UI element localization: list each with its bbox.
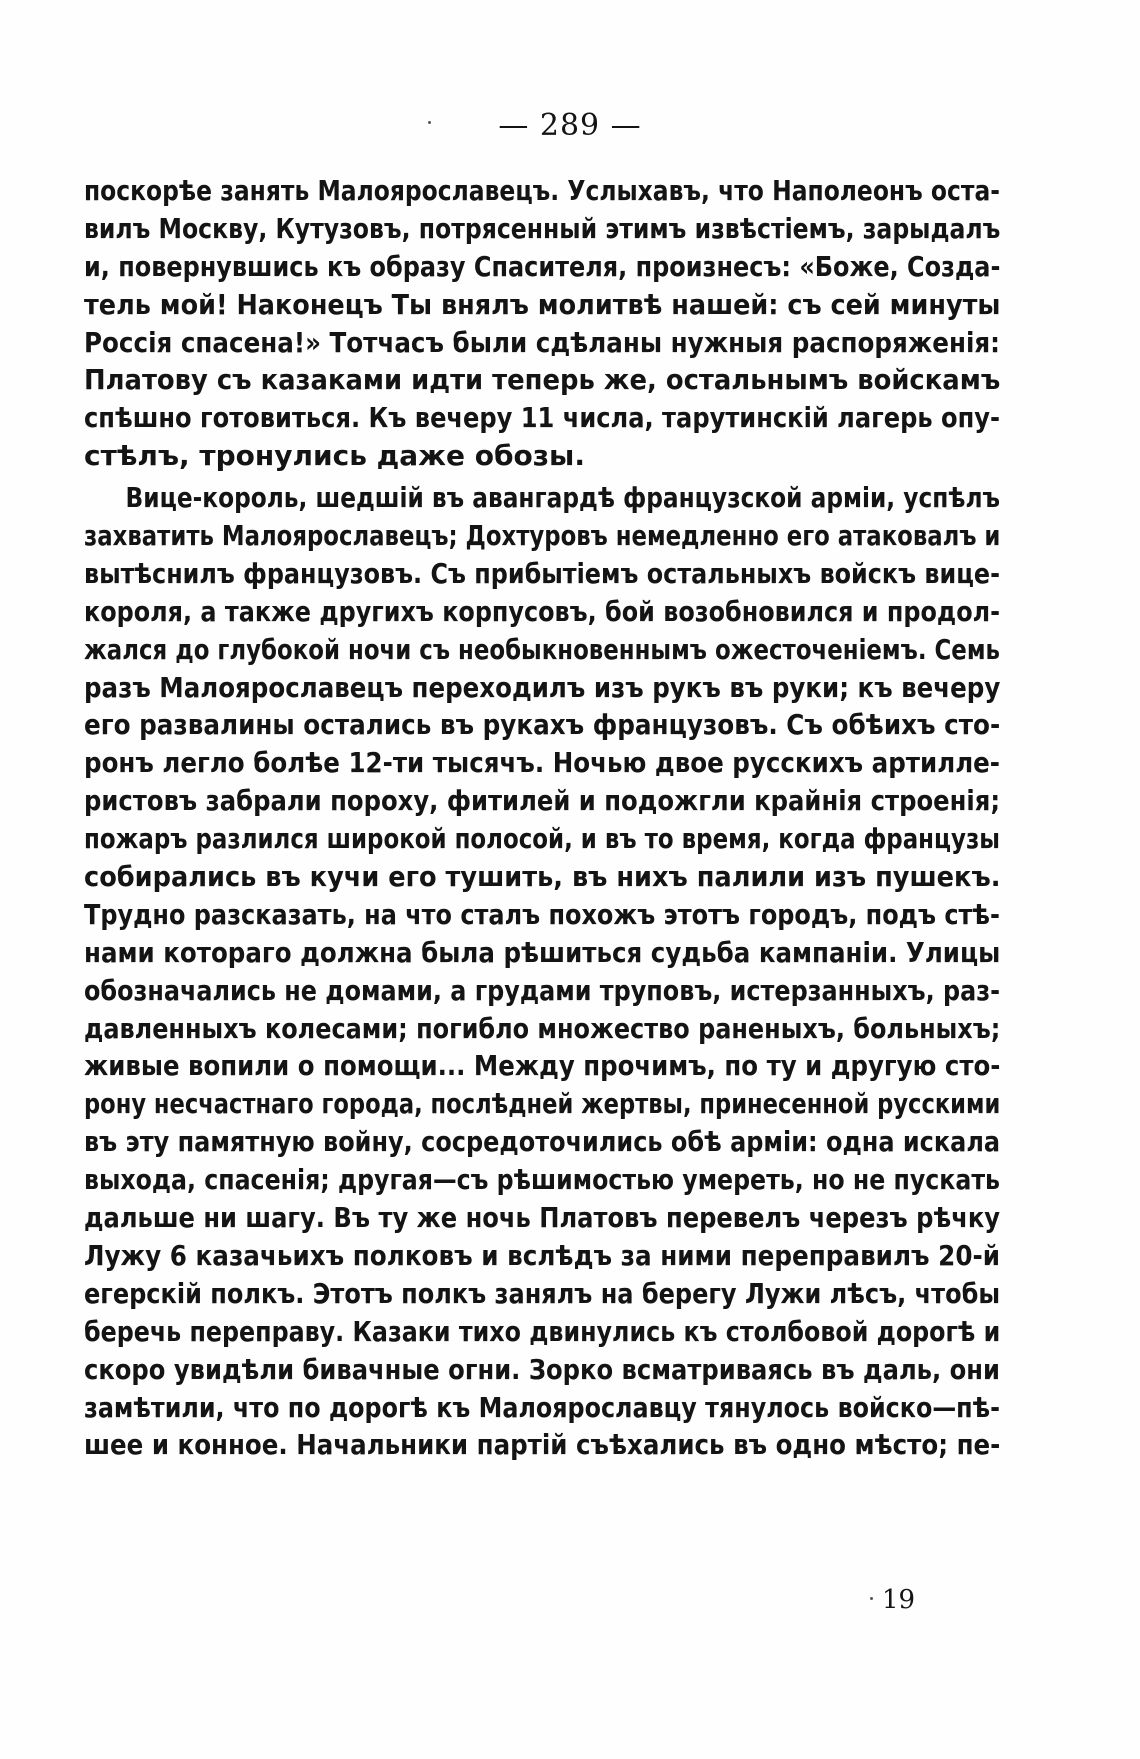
- text-line: нами котораго должна была рѣшиться судьба кампаніи. Улицы: [84, 935, 1001, 969]
- text-line: ристовъ забрали пороху, фитилей и подожгли крайнія строенія;: [84, 784, 1001, 818]
- print-speck: [428, 121, 431, 124]
- text-line: шее и конное. Начальники партій съѣхались въ одно мѣсто; пе-: [84, 1428, 1001, 1462]
- text-line: тель мой! Наконецъ Ты внялъ молитвѣ нашей: съ сей минуты: [84, 287, 1001, 321]
- text-line: разъ Малоярославецъ переходилъ изъ рукъ въ руки; къ вечеру: [84, 670, 1001, 704]
- text-line: выхода, спасенія; другая—съ рѣшимостью умереть, но не пускать: [84, 1163, 1000, 1197]
- text-line: Вице-король, шедшій въ авангардѣ французской арміи, успѣлъ: [125, 481, 1001, 515]
- body-text: [84, 172, 1000, 1464]
- signature-mark: 19: [882, 1585, 916, 1615]
- text-line: замѣтили, что по дорогѣ къ Малоярославцу тянулось войско—пѣ-: [84, 1390, 1000, 1424]
- text-line: пожаръ разлился широкой полосой, и въ то время, когда французы: [84, 822, 1000, 856]
- text-line: жался до глубокой ночи съ необыкновеннымъ ожесточеніемъ. Семь: [84, 632, 1000, 666]
- text-line: обозначались не домами, а грудами труповъ, истерзанныхъ, раз-: [84, 973, 1000, 1007]
- text-line: Трудно разсказать, на что сталъ похожъ этотъ городъ, подъ стѣ-: [84, 897, 1000, 931]
- paragraph: [84, 479, 1000, 1464]
- text-line: ронъ легло болѣе 12-ти тысячъ. Ночью двое русскихъ артилле-: [84, 746, 1000, 780]
- text-line: скоро увидѣли бивачные огни. Зорко всматриваясь въ даль, они: [84, 1352, 1000, 1386]
- print-speck: [870, 1597, 873, 1600]
- paragraph: [84, 172, 1000, 475]
- text-line: егерскій полкъ. Этотъ полкъ занялъ на берегу Лужи лѣсъ, чтобы: [84, 1276, 1001, 1310]
- text-line: Россія спасена!» Тотчасъ были сдѣланы нужныя распоряженія:: [84, 325, 1000, 359]
- text-line: давленныхъ колесами; погибло множество раненыхъ, больныхъ;: [84, 1011, 1001, 1045]
- text-line: беречь переправу. Казаки тихо двинулись къ столбовой дорогѣ и: [84, 1314, 1001, 1348]
- text-line: вилъ Москву, Кутузовъ, потрясенный этимъ извѣстіемъ, зарыдалъ: [84, 211, 1001, 245]
- text-line: поскорѣе занять Малоярославецъ. Услыхавъ, что Наполеонъ оста-: [84, 174, 1000, 207]
- text-line: Лужу 6 казачьихъ полковъ и вслѣдъ за ними переправилъ 20-й: [84, 1238, 1000, 1272]
- text-line: живые вопили о помощи... Между прочимъ, по ту и другую сто-: [84, 1049, 1001, 1083]
- text-line: рону несчастнаго города, послѣдней жертвы, принесенной русскими: [84, 1087, 1001, 1121]
- text-line: и, повернувшись къ образу Спасителя, произнесъ: «Боже, Созда-: [84, 249, 1001, 283]
- text-line: стѣлъ, тронулись даже обозы.: [84, 439, 586, 473]
- text-line: собирались въ кучи его тушить, въ нихъ палили изъ пушекъ.: [84, 860, 1001, 894]
- text-line: его развалины остались въ рукахъ французовъ. Съ обѣихъ сто-: [84, 708, 1001, 742]
- text-line: вытѣснилъ французовъ. Съ прибытіемъ остальныхъ войскъ вице-: [84, 556, 1000, 590]
- text-line: короля, а также другихъ корпусовъ, бой возобновился и продол-: [84, 594, 1000, 628]
- page-number: — 289 —: [498, 108, 642, 143]
- text-line: захватить Малоярославецъ; Дохтуровъ немедленно его атаковалъ и: [84, 519, 1001, 553]
- text-line: дальше ни шагу. Въ ту же ночь Платовъ перевелъ черезъ рѣчку: [84, 1201, 1000, 1235]
- text-line: спѣшно готовиться. Къ вечеру 11 числа, тарутинскій лагерь опу-: [84, 401, 1000, 435]
- text-line: въ эту памятную войну, сосредоточились обѣ арміи: одна искала: [84, 1125, 1001, 1159]
- text-line: Платову съ казаками идти теперь же, остальнымъ войскамъ: [84, 363, 1001, 397]
